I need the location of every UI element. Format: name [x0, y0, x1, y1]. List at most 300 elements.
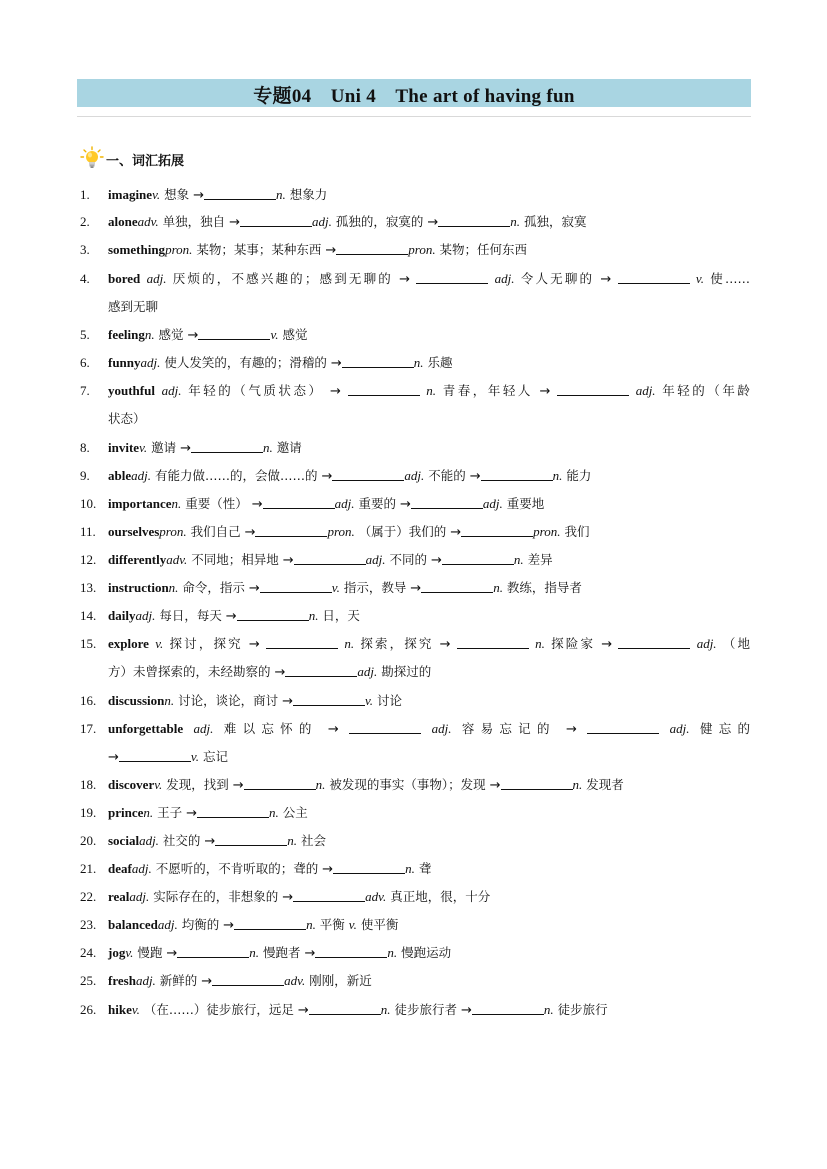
arrow-icon: →: [232, 778, 244, 793]
arrow-icon: →: [201, 974, 213, 989]
answer-blank[interactable]: [240, 214, 312, 227]
answer-blank[interactable]: [421, 580, 493, 593]
definition-text: 平衡: [315, 917, 349, 932]
page-title: 专题04 Uni 4 The art of having fun: [253, 86, 575, 107]
answer-blank[interactable]: [348, 383, 420, 396]
arrow-icon: →: [450, 525, 462, 540]
definition-text: 想象力: [285, 187, 328, 202]
item-number: 22.: [80, 889, 97, 904]
definition-text: 命令，指示: [178, 580, 249, 595]
headword: daily: [108, 608, 136, 623]
definition-text: 不能的: [424, 468, 470, 483]
item-line: [108, 687, 750, 715]
item-line: [108, 574, 750, 602]
answer-blank[interactable]: [587, 721, 659, 734]
definition-text: 年轻的（气质状态）: [188, 383, 331, 398]
definition-text: 指示，教导: [339, 580, 411, 595]
definition-text: 状态）: [108, 411, 146, 426]
answer-blank[interactable]: [442, 552, 514, 565]
answer-blank[interactable]: [255, 524, 327, 537]
arrow-icon: →: [204, 834, 216, 849]
definition-text: 孤独，寂寞: [520, 214, 587, 229]
item-body: [108, 490, 750, 518]
definition-text: 徒步旅行者: [390, 1002, 461, 1017]
part-of-speech: n.: [249, 945, 260, 960]
definition-text: 日，天: [318, 608, 360, 623]
item-body: [108, 827, 750, 855]
item-line: [108, 321, 750, 349]
definition-text: （在……）徒步旅行，远足: [139, 1002, 298, 1017]
item-line: [108, 939, 750, 967]
definition-text: 重要地: [502, 496, 545, 511]
definition-text: 感到无聊: [108, 299, 159, 314]
headword: something: [108, 242, 166, 257]
part-of-speech: v.: [125, 945, 134, 960]
definition-text: 使平衡: [356, 917, 399, 932]
definition-text: 徒步旅行: [553, 1002, 608, 1017]
headword: discover: [108, 777, 155, 792]
answer-blank[interactable]: [411, 496, 483, 509]
headword: invite: [108, 440, 140, 455]
item-number: 26.: [80, 1002, 97, 1017]
arrow-icon: →: [297, 1003, 309, 1018]
item-line: [108, 602, 750, 630]
definition-text: 慢跑运动: [397, 945, 452, 960]
answer-blank[interactable]: [438, 214, 510, 227]
definition-text: 刚刚，新近: [305, 973, 372, 988]
answer-blank[interactable]: [501, 777, 573, 790]
item-line: [108, 630, 750, 658]
part-of-speech: adj.: [157, 917, 178, 932]
answer-blank[interactable]: [285, 664, 357, 677]
item-body: [108, 434, 750, 462]
part-of-speech: v.: [131, 1002, 140, 1017]
arrow-icon: →: [282, 553, 294, 568]
definition-text: 真正地，很，十分: [386, 889, 491, 904]
arrow-icon: →: [539, 384, 551, 399]
definition-text: 社会: [297, 833, 327, 848]
definition-text: 使人发笑的，有趣的；滑稽的: [160, 355, 331, 370]
item-number: 4.: [80, 271, 90, 286]
answer-blank[interactable]: [333, 861, 405, 874]
definition-text: 邀请: [272, 440, 302, 455]
part-of-speech: adj.: [669, 721, 690, 736]
definition-text: 某物；某事；某种东西: [192, 242, 326, 257]
part-of-speech: n.: [275, 187, 286, 202]
part-of-speech: pron.: [159, 524, 187, 539]
arrow-icon: →: [600, 272, 612, 287]
headword: differently: [108, 552, 167, 567]
definition-text: 新鲜的: [155, 973, 202, 988]
arrow-icon: →: [427, 215, 439, 230]
part-of-speech: n.: [315, 777, 326, 792]
item-line: [108, 518, 750, 546]
item-line: [108, 405, 750, 433]
definition-text: 探索，探究: [360, 636, 440, 651]
answer-blank[interactable]: [336, 242, 408, 255]
definition-text: 聋: [414, 861, 432, 876]
answer-blank[interactable]: [294, 552, 366, 565]
part-of-speech: adj.: [334, 496, 355, 511]
definition-text: 公主: [278, 805, 308, 820]
answer-blank[interactable]: [197, 805, 269, 818]
answer-blank[interactable]: [237, 608, 309, 621]
definition-text: 被发现的事实（事物）；发现: [325, 777, 490, 792]
arrow-icon: →: [244, 525, 256, 540]
arrow-icon: →: [187, 328, 199, 343]
item-number: 20.: [80, 833, 97, 848]
item-number: 8.: [80, 440, 90, 455]
arrow-icon: →: [431, 553, 442, 568]
part-of-speech: v.: [155, 636, 164, 651]
item-body: [108, 377, 750, 433]
part-of-speech: v.: [695, 271, 704, 286]
item-number: 2.: [80, 214, 90, 229]
item-line: [108, 967, 750, 995]
part-of-speech: adj.: [404, 468, 425, 483]
definition-text: 教练，指导者: [502, 580, 582, 595]
part-of-speech: adj.: [131, 468, 151, 483]
arrow-icon: →: [282, 890, 294, 905]
part-of-speech: pron.: [165, 242, 193, 257]
answer-blank[interactable]: [457, 636, 529, 649]
item-body: [108, 208, 750, 236]
item-line: [108, 349, 750, 377]
definition-text: 健忘的: [699, 721, 750, 736]
answer-blank[interactable]: [416, 271, 488, 284]
part-of-speech: adv.: [365, 889, 387, 904]
item-body: [108, 911, 750, 939]
item-body: [108, 687, 750, 715]
definition-text: 我们自己: [186, 524, 245, 539]
part-of-speech: adj.: [482, 496, 503, 511]
headword: hike: [108, 1002, 132, 1017]
headword: real: [108, 889, 130, 904]
item-number: 16.: [80, 693, 97, 708]
part-of-speech: n.: [144, 327, 155, 342]
part-of-speech: adj.: [696, 636, 717, 651]
definition-text: （地: [722, 636, 750, 651]
item-line: [108, 799, 750, 827]
arrow-icon: →: [565, 722, 577, 737]
part-of-speech: n.: [552, 468, 563, 483]
part-of-speech: adv.: [166, 552, 188, 567]
item-line: [108, 771, 750, 799]
item-number: 24.: [80, 945, 97, 960]
item-line: [108, 434, 750, 462]
item-body: [108, 236, 750, 264]
item-body: [108, 715, 750, 771]
part-of-speech: n.: [344, 636, 355, 651]
item-number: 21.: [80, 861, 97, 876]
item-line: [108, 208, 750, 236]
answer-blank[interactable]: [315, 945, 387, 958]
part-of-speech: adj.: [635, 383, 656, 398]
answer-blank[interactable]: [618, 636, 690, 649]
headword: feeling: [108, 327, 145, 342]
definition-text: 有能力做……的，会做……的: [151, 468, 322, 483]
headword: discussion: [108, 693, 165, 708]
part-of-speech: n.: [143, 805, 154, 820]
headword: youthful: [108, 383, 155, 398]
item-line: [108, 855, 750, 883]
item-number: 9.: [80, 468, 90, 483]
item-number: 13.: [80, 580, 97, 595]
item-line: [108, 743, 750, 771]
item-line: [108, 911, 750, 939]
headword: importance: [108, 496, 172, 511]
part-of-speech: adj.: [312, 214, 332, 229]
part-of-speech: adv.: [137, 214, 159, 229]
answer-blank[interactable]: [266, 636, 338, 649]
answer-blank[interactable]: [234, 917, 306, 930]
item-line: [108, 293, 750, 321]
part-of-speech: adj.: [193, 721, 214, 736]
definition-text: 某物；任何东西: [435, 242, 528, 257]
part-of-speech: n.: [269, 805, 279, 820]
arrow-icon: →: [223, 918, 235, 933]
item-body: [108, 855, 750, 883]
section-header: [80, 146, 184, 172]
headword: instruction: [108, 580, 169, 595]
part-of-speech: n.: [171, 496, 182, 511]
headword: deaf: [108, 861, 132, 876]
item-number: 12.: [80, 552, 97, 567]
item-body: [108, 771, 750, 799]
part-of-speech: adv.: [284, 973, 306, 988]
definition-text: 实际存在的，非想象的: [149, 889, 283, 904]
answer-blank[interactable]: [309, 1002, 381, 1015]
item-body: [108, 574, 750, 602]
arrow-icon: →: [274, 665, 286, 680]
headword: prince: [108, 805, 144, 820]
item-line: [108, 827, 750, 855]
item-number: 14.: [80, 608, 97, 623]
answer-blank[interactable]: [119, 749, 191, 762]
item-number: 23.: [80, 917, 97, 932]
item-line: [108, 181, 750, 209]
part-of-speech: n.: [308, 608, 319, 623]
item-number: 19.: [80, 805, 97, 820]
part-of-speech: v.: [190, 749, 199, 764]
part-of-speech: adj.: [135, 973, 156, 988]
part-of-speech: n.: [493, 580, 503, 595]
definition-text: 感觉: [278, 327, 308, 342]
part-of-speech: v.: [348, 917, 357, 932]
part-of-speech: v.: [331, 580, 340, 595]
arrow-icon: →: [248, 581, 260, 596]
item-line: [108, 490, 750, 518]
definition-text: 不愿听的，不肯听取的；聋的: [151, 861, 323, 876]
part-of-speech: adj.: [139, 833, 159, 848]
answer-blank[interactable]: [481, 468, 553, 481]
part-of-speech: v.: [152, 187, 161, 202]
arrow-icon: →: [304, 946, 316, 961]
part-of-speech: n.: [510, 214, 521, 229]
definition-text: 感觉: [154, 327, 188, 342]
part-of-speech: n.: [164, 693, 175, 708]
headword: social: [108, 833, 140, 848]
answer-blank[interactable]: [244, 777, 316, 790]
arrow-icon: →: [330, 356, 342, 371]
definition-text: 孤独的，寂寞的: [331, 214, 428, 229]
item-body: [108, 799, 750, 827]
definition-text: 方）未曾探索的，未经勘察的: [108, 664, 275, 679]
headword: unforgettable: [108, 721, 184, 736]
arrow-icon: →: [460, 1003, 472, 1018]
item-number: 6.: [80, 355, 90, 370]
headword: ourselves: [108, 524, 160, 539]
item-line: [108, 715, 750, 743]
answer-blank[interactable]: [293, 693, 365, 706]
item-number: 5.: [80, 327, 90, 342]
headword: bored: [108, 271, 141, 286]
answer-blank[interactable]: [342, 355, 414, 368]
item-line: [108, 546, 750, 574]
part-of-speech: adj.: [365, 552, 386, 567]
definition-text: 讨论，谈论，商讨: [174, 693, 283, 708]
definition-text: 讨论: [373, 693, 403, 708]
item-number: 25.: [80, 973, 97, 988]
definition-text: 年轻的（年龄: [662, 383, 750, 398]
title-bar: [77, 79, 751, 107]
part-of-speech: n.: [287, 833, 298, 848]
answer-blank[interactable]: [557, 383, 629, 396]
definition-text: 令人无聊的: [520, 271, 601, 286]
arrow-icon: →: [282, 694, 293, 709]
part-of-speech: adj.: [140, 355, 161, 370]
part-of-speech: pron.: [533, 524, 561, 539]
arrow-icon: →: [410, 581, 422, 596]
part-of-speech: pron.: [408, 242, 436, 257]
definition-text: 每日，每天: [155, 608, 226, 623]
definition-text: 忘记: [198, 749, 228, 764]
item-number: 3.: [80, 242, 90, 257]
part-of-speech: n.: [413, 355, 424, 370]
part-of-speech: v.: [364, 693, 374, 708]
definition-text: 慢跑者: [259, 945, 305, 960]
arrow-icon: →: [489, 778, 501, 793]
item-body: [108, 996, 750, 1024]
part-of-speech: adj.: [131, 861, 152, 876]
definition-text: 想象: [160, 187, 194, 202]
item-number: 10.: [80, 496, 97, 511]
part-of-speech: v.: [139, 440, 148, 455]
answer-blank[interactable]: [198, 327, 270, 340]
definition-text: 勘探过的: [377, 664, 432, 679]
answer-blank[interactable]: [260, 580, 332, 593]
part-of-speech: adj.: [494, 271, 515, 286]
item-line: [108, 658, 750, 686]
part-of-speech: n.: [426, 383, 437, 398]
part-of-speech: n.: [306, 917, 316, 932]
arrow-icon: →: [325, 243, 337, 258]
item-line: [108, 236, 750, 264]
arrow-icon: →: [330, 384, 341, 399]
definition-text: 探讨，探究: [169, 636, 249, 651]
answer-blank[interactable]: [332, 468, 404, 481]
answer-blank[interactable]: [263, 496, 335, 509]
arrow-icon: →: [186, 806, 197, 821]
definition-text: 王子: [153, 805, 187, 820]
arrow-icon: →: [399, 497, 411, 512]
item-line: [108, 883, 750, 911]
answer-blank[interactable]: [293, 889, 365, 902]
item-body: [108, 462, 750, 490]
item-line: [108, 265, 750, 293]
definition-text: （属于）我们的: [354, 524, 451, 539]
definition-text: 厌烦的，不感兴趣的；感到无聊的: [172, 271, 400, 286]
item-number: 17.: [80, 721, 97, 736]
item-body: [108, 518, 750, 546]
answer-blank[interactable]: [191, 440, 263, 453]
part-of-speech: n.: [513, 552, 524, 567]
definition-text: 重要的: [354, 496, 400, 511]
item-number: 15.: [80, 636, 97, 651]
definition-text: 不同地；相异地: [187, 552, 283, 567]
definition-text: 不同的: [385, 552, 431, 567]
arrow-icon: →: [251, 497, 263, 512]
arrow-icon: →: [229, 215, 241, 230]
answer-blank[interactable]: [212, 973, 284, 986]
answer-blank[interactable]: [461, 524, 533, 537]
part-of-speech: pron.: [327, 524, 355, 539]
section-title: 一、词汇拓展: [106, 153, 185, 169]
item-body: [108, 181, 750, 209]
headword: alone: [108, 214, 138, 229]
part-of-speech: n.: [168, 580, 179, 595]
answer-blank[interactable]: [618, 271, 690, 284]
definition-text: 发现，找到: [162, 777, 233, 792]
answer-blank[interactable]: [204, 187, 276, 200]
part-of-speech: adj.: [431, 721, 452, 736]
definition-text: 难以忘怀的: [223, 721, 328, 736]
arrow-icon: →: [601, 637, 613, 652]
item-body: [108, 967, 750, 995]
definition-text: 单独，独自: [158, 214, 230, 229]
part-of-speech: n.: [572, 777, 583, 792]
answer-blank[interactable]: [472, 1002, 544, 1015]
arrow-icon: →: [225, 609, 237, 624]
part-of-speech: adj.: [146, 271, 167, 286]
definition-text: 能力: [562, 468, 592, 483]
item-line: [108, 996, 750, 1024]
arrow-icon: →: [248, 637, 260, 652]
arrow-icon: →: [327, 722, 339, 737]
headword: funny: [108, 355, 141, 370]
arrow-icon: →: [180, 441, 191, 456]
headword: balanced: [108, 917, 158, 932]
definition-text: 均衡的: [177, 917, 224, 932]
arrow-icon: →: [193, 188, 204, 203]
headword: jog: [108, 945, 126, 960]
item-body: [108, 630, 750, 686]
definition-text: 社交的: [158, 833, 205, 848]
answer-blank[interactable]: [215, 833, 287, 846]
item-line: [108, 462, 750, 490]
answer-blank[interactable]: [177, 945, 249, 958]
definition-text: 乐趣: [423, 355, 453, 370]
part-of-speech: n.: [535, 636, 545, 651]
definition-text: 使……: [710, 271, 750, 286]
part-of-speech: adj.: [135, 608, 156, 623]
item-body: [108, 265, 750, 321]
answer-blank[interactable]: [349, 721, 421, 734]
part-of-speech: n.: [405, 861, 415, 876]
item-body: [108, 602, 750, 630]
part-of-speech: v.: [270, 327, 279, 342]
part-of-speech: n.: [262, 440, 273, 455]
